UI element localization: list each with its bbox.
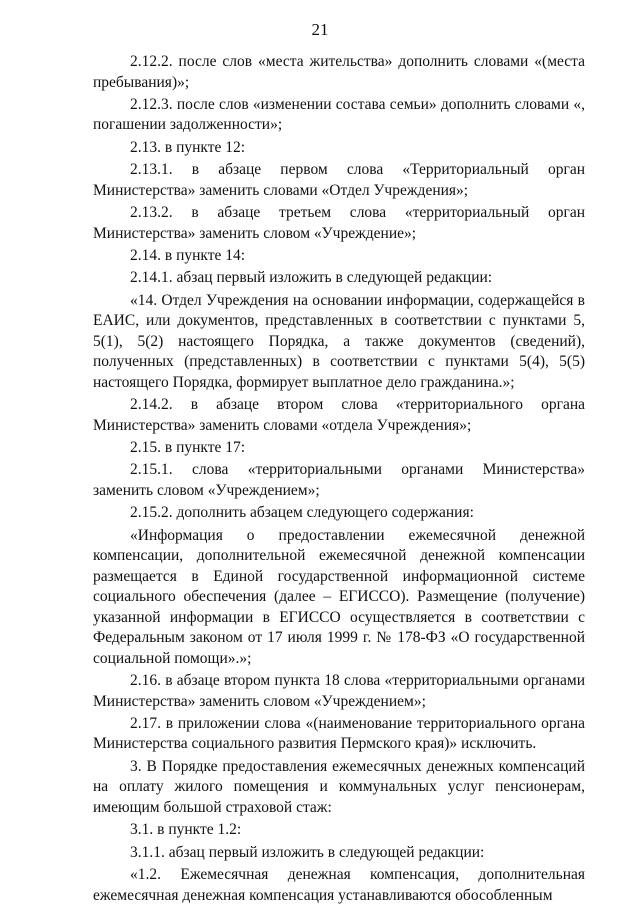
paragraph: «Информация о предоставлении ежемесячной денежной компенсации, дополнительной ежемесячной денежной компенсации размещается в Единой государственной информационной системе социального обеспечения (далее – ЕГИССО). Размещение (получение) указанной информации в ЕГИССО осуществляется в соответствии с Федеральным законом от 17 июля 1999 г. № 178-ФЗ «О государственной социальной помощи».»;	[93, 526, 585, 667]
paragraph: «1.2. Ежемесячная денежная компенсация, дополнительная ежемесячная денежная компенсация устанавливаются обособленным	[93, 866, 585, 904]
paragraph: 2.12.3. после слов «изменении состава семьи» дополнить словами «, погашении задолженности»;	[93, 95, 585, 134]
paragraph: 3.1. в пункте 1.2:	[130, 821, 242, 839]
paragraph: 2.13.2. в абзаце третьем слова «территориальный орган Министерства» заменить словом «Учреждение»;	[93, 204, 585, 242]
paragraph: 2.12.2. после слов «места жительства» дополнить словами «(места пребывания)»;	[93, 53, 585, 91]
paragraph: 2.15. в пункте 17:	[130, 439, 246, 457]
paragraph: 2.15.1. слова «территориальными органами Министерства» заменить словом «Учреждением»;	[93, 461, 585, 499]
paragraph: 3. В Порядке предоставления ежемесячных денежных компенсаций на оплату жилого помещения и коммунальных услуг пенсионерам, имеющим большой страховой стаж:	[93, 757, 585, 816]
paragraph: 2.13.1. в абзаце первом слова «Территориальный орган Министерства» заменить словами «Отдел Учреждения»;	[93, 161, 585, 199]
paragraph: 2.16. в абзаце втором пункта 18 слова «территориальными органами Министерства» заменить словом «Учреждением»;	[93, 672, 585, 710]
paragraph: 2.15.2. дополнить абзацем следующего содержания:	[130, 504, 474, 522]
page-number: 21	[311, 20, 329, 39]
paragraph: 2.14.2. в абзаце втором слова «территориального органа Министерства» заменить словами «отдела Учреждения»;	[93, 396, 585, 434]
paragraph: 2.14.1. абзац первый изложить в следующей редакции:	[130, 269, 493, 287]
paragraph: 2.14. в пункте 14:	[130, 246, 246, 264]
paragraph: 2.17. в приложении слова «(наименование территориального органа Министерства социального развития Пермского края)» исключить.	[93, 714, 585, 753]
paragraph: «14. Отдел Учреждения на основании информации, содержащейся в ЕАИС, или документов, представленных в соответствии с пунктами 5, 5(1), 5(2) настоящего Порядка, а также документов (сведений), полученных (представленных) в соответствии с пунктами 5(4), 5(5) настоящего Порядка, формирует выплатное дело гражданина.»;	[93, 291, 585, 391]
paragraph: 3.1.1. абзац первый изложить в следующей редакции:	[130, 843, 485, 861]
paragraph: 2.13. в пункте 12:	[130, 138, 246, 156]
document-body	[93, 52, 585, 908]
